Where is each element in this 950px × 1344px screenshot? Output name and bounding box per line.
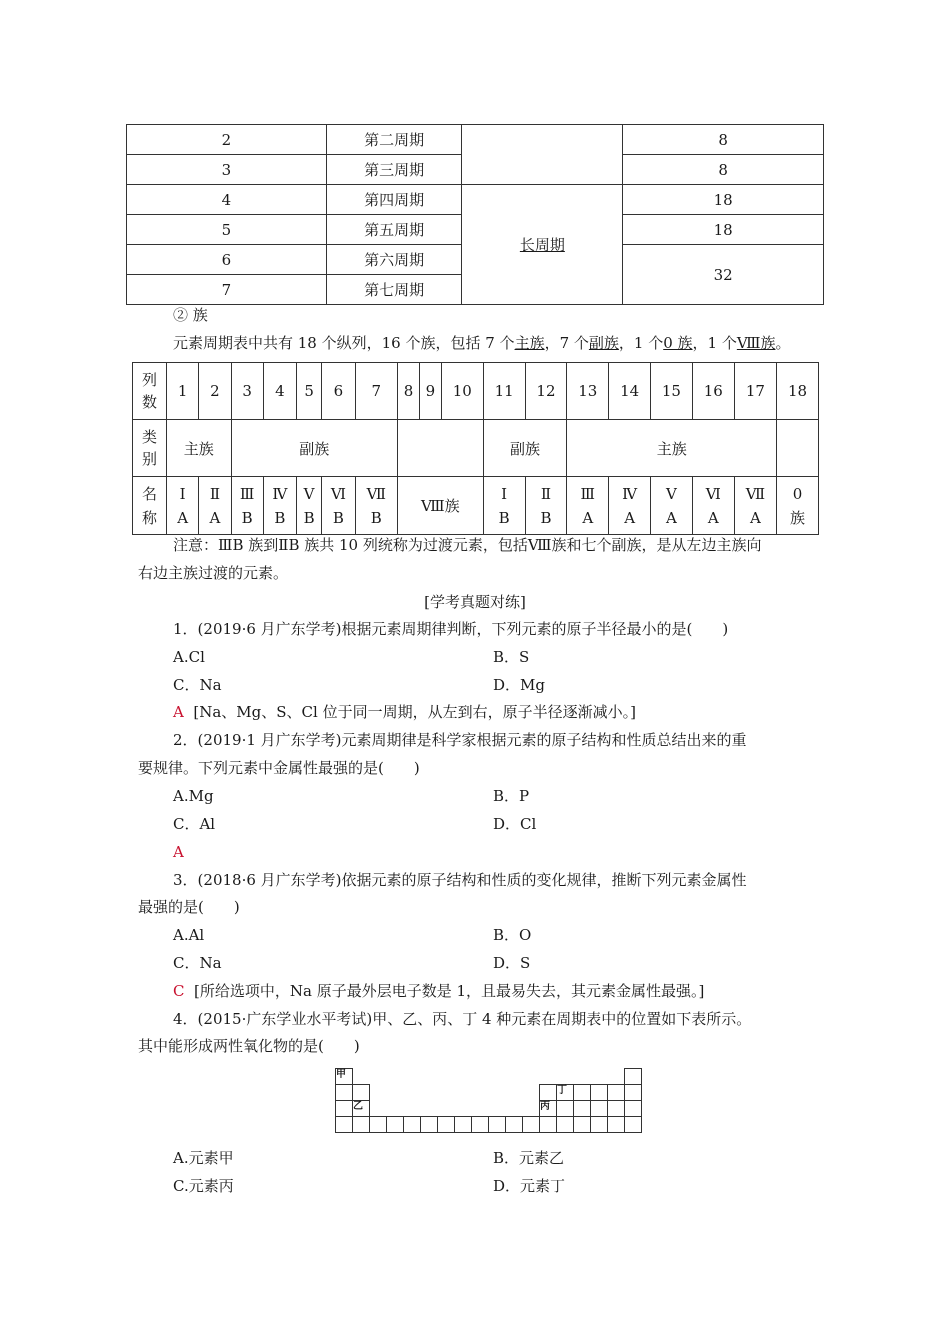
cell [625, 1069, 642, 1085]
cell [336, 1101, 353, 1117]
cell [591, 1101, 608, 1117]
group-name-viii: Ⅷ族 [397, 477, 483, 535]
cell [370, 1117, 387, 1133]
element-count: 18 [623, 215, 824, 245]
category-main-right: 主族 [567, 420, 777, 477]
note-line-2: 右边主族过渡的元素。 [138, 564, 289, 582]
period-name: 第四周期 [326, 185, 462, 215]
q1-answer: A [173, 703, 184, 721]
q3-answer: C [173, 982, 185, 1000]
q2-answer: A [173, 843, 184, 861]
column-number: 16 [692, 363, 734, 420]
element-count: 18 [623, 185, 824, 215]
q3-option-a[interactable]: A.Al [173, 926, 205, 944]
group-name: Ⅲ A [567, 477, 609, 535]
intro-text: 。 [775, 334, 791, 352]
q1-option-b[interactable]: B．S [493, 648, 530, 666]
viii-family-term: Ⅷ族 [736, 334, 776, 352]
group-name: Ⅱ B [525, 477, 567, 535]
long-period-label: 长周期 [519, 236, 565, 254]
intro-text: 元素周期表中共有 18 个纵列，16 个族，包括 7 个 [173, 334, 515, 352]
period-number: 6 [127, 245, 327, 275]
category-main-left: 主族 [167, 420, 232, 477]
column-number: 11 [483, 363, 525, 420]
column-number: 15 [651, 363, 693, 420]
column-number: 10 [441, 363, 483, 420]
cell [557, 1117, 574, 1133]
cell [336, 1085, 353, 1101]
zero-family-term: 0 族 [663, 334, 693, 352]
category-sub-right: 副族 [483, 420, 567, 477]
q1-answer-line [173, 700, 636, 724]
cell-bing: 丙 [540, 1101, 557, 1117]
element-count: 8 [623, 125, 824, 155]
column-number: 13 [567, 363, 609, 420]
category-viii-blank [397, 420, 483, 477]
note-line-1: 注意：ⅢB 族到ⅡB 族共 10 列统称为过渡元素，包括Ⅷ族和七个副族，是从左边主族向 [173, 536, 762, 554]
cell [455, 1117, 472, 1133]
table-row [336, 1117, 642, 1133]
column-number: 12 [525, 363, 567, 420]
column-number: 3 [231, 363, 263, 420]
period-number: 2 [127, 125, 327, 155]
family-intro [173, 331, 791, 355]
group-name: Ⅶ A [734, 477, 776, 535]
cell [421, 1117, 438, 1133]
cell [387, 1117, 404, 1133]
q1-explanation: [Na、Mg、S、Cl 位于同一周期，从左到右，原子半径逐渐减小。] [193, 703, 636, 721]
category-sub-left: 副族 [231, 420, 397, 477]
cell [540, 1085, 557, 1101]
table-row [133, 477, 819, 535]
q3-stem-line-1: 3．(2018·6 月广东学考)依据元素的原子结构和性质的变化规律，推断下列元素金属性 [173, 871, 747, 889]
cell [557, 1101, 574, 1117]
cell [353, 1085, 370, 1101]
q2-stem-line-1: 2．(2019·1 月广东学考)元素周期律是科学家根据元素的原子结构和性质总结出来的重 [173, 731, 747, 749]
cell [574, 1085, 591, 1101]
group-name: 0 族 [777, 477, 819, 535]
q3-option-d[interactable]: D．S [493, 954, 531, 972]
table-row [336, 1085, 642, 1101]
q2-option-c[interactable]: C．Al [173, 815, 216, 833]
family-heading: ② 族 [173, 306, 208, 324]
column-number: 7 [355, 363, 397, 420]
cell [625, 1085, 642, 1101]
row-label-name: 名 称 [133, 477, 167, 535]
q1-option-d[interactable]: D．Mg [493, 676, 545, 694]
intro-text: ，1 个 [618, 334, 664, 352]
column-number: 4 [263, 363, 296, 420]
mini-periodic-table [335, 1068, 642, 1133]
group-name: Ⅵ A [692, 477, 734, 535]
table-row [336, 1101, 642, 1117]
column-number: 8 [397, 363, 419, 420]
group-name: Ⅲ B [231, 477, 263, 535]
column-number: 17 [734, 363, 776, 420]
cell [591, 1085, 608, 1101]
intro-text: ，7 个 [544, 334, 589, 352]
table-row [127, 185, 824, 215]
q4-option-d[interactable]: D．元素丁 [493, 1177, 566, 1195]
q4-option-c[interactable]: C.元素丙 [173, 1177, 234, 1195]
period-name: 第七周期 [326, 275, 462, 305]
cell [608, 1101, 625, 1117]
group-table [132, 362, 819, 535]
period-name: 第二周期 [326, 125, 462, 155]
group-name: Ⅴ A [651, 477, 693, 535]
column-number: 14 [609, 363, 651, 420]
column-number: 1 [167, 363, 199, 420]
period-table [126, 124, 824, 305]
q2-option-a[interactable]: A.Mg [173, 787, 214, 805]
table-row [133, 420, 819, 477]
q3-option-b[interactable]: B．O [493, 926, 532, 944]
cell [625, 1101, 642, 1117]
q4-stem-line-2: 其中能形成两性氧化物的是( ) [138, 1037, 360, 1055]
q2-option-b[interactable]: B．P [493, 787, 530, 805]
cell [472, 1117, 489, 1133]
cell-jia: 甲 [336, 1069, 353, 1085]
q4-option-a[interactable]: A.元素甲 [173, 1149, 234, 1167]
period-number: 7 [127, 275, 327, 305]
cell [438, 1117, 455, 1133]
element-count: 32 [623, 245, 824, 305]
q3-explanation: [所给选项中，Na 原子最外层电子数是 1，且最易失去，其元素金属性最强。] [194, 982, 705, 1000]
intro-text: ，1 个 [692, 334, 737, 352]
group-name: Ⅴ B [297, 477, 322, 535]
group-name: Ⅵ B [322, 477, 356, 535]
cell-yi: 乙 [353, 1101, 370, 1117]
group-name: Ⅶ B [355, 477, 397, 535]
cell-ding: 丁 [557, 1085, 574, 1101]
q3-option-c[interactable]: C．Na [173, 954, 222, 972]
column-number: 6 [322, 363, 356, 420]
group-name: Ⅳ A [609, 477, 651, 535]
table-row [336, 1069, 642, 1085]
period-number: 3 [127, 155, 327, 185]
cell [574, 1117, 591, 1133]
q3-stem-line-2: 最强的是( ) [138, 898, 240, 916]
category-zero-blank [777, 420, 819, 477]
period-name: 第五周期 [326, 215, 462, 245]
table-row [133, 363, 819, 420]
cell [591, 1117, 608, 1133]
cell [608, 1117, 625, 1133]
row-label-category: 类 别 [133, 420, 167, 477]
q4-stem-line-1: 4．(2015·广东学业水平考试)甲、乙、丙、丁 4 种元素在周期表中的位置如下表所示。 [173, 1010, 752, 1028]
column-number: 9 [419, 363, 441, 420]
period-name: 第三周期 [326, 155, 462, 185]
element-count: 8 [623, 155, 824, 185]
q2-stem-line-2: 要规律。下列元素中金属性最强的是( ) [138, 759, 420, 777]
q3-answer-line [173, 979, 704, 1003]
column-number: 18 [777, 363, 819, 420]
column-number: 2 [199, 363, 231, 420]
group-name: Ⅰ A [167, 477, 199, 535]
group-name: Ⅰ B [483, 477, 525, 535]
q2-option-d[interactable]: D．Cl [493, 815, 537, 833]
q1-option-a[interactable]: A.Cl [173, 648, 205, 666]
short-period-cell [462, 125, 623, 185]
cell [574, 1101, 591, 1117]
period-number: 5 [127, 215, 327, 245]
cell [353, 1117, 370, 1133]
q1-stem: 1．(2019·6 月广东学考)根据元素周期律判断，下列元素的原子半径最小的是( ) [173, 620, 729, 638]
group-name: Ⅱ A [199, 477, 231, 535]
cell [540, 1117, 557, 1133]
main-family-term: 主族 [514, 334, 545, 352]
column-number: 5 [297, 363, 322, 420]
cell [625, 1117, 642, 1133]
row-label-column-number: 列 数 [133, 363, 167, 420]
period-number: 4 [127, 185, 327, 215]
q1-option-c[interactable]: C．Na [173, 676, 222, 694]
long-period-cell [462, 185, 623, 305]
group-name: Ⅳ B [263, 477, 296, 535]
cell [523, 1117, 540, 1133]
table-row [127, 125, 824, 155]
cell [404, 1117, 421, 1133]
cell [336, 1117, 353, 1133]
cell [489, 1117, 506, 1133]
cell [506, 1117, 523, 1133]
section-title: [学考真题对练] [424, 593, 526, 611]
sub-family-term: 副族 [588, 334, 619, 352]
q4-option-b[interactable]: B．元素乙 [493, 1149, 565, 1167]
cell [608, 1085, 625, 1101]
period-name: 第六周期 [326, 245, 462, 275]
